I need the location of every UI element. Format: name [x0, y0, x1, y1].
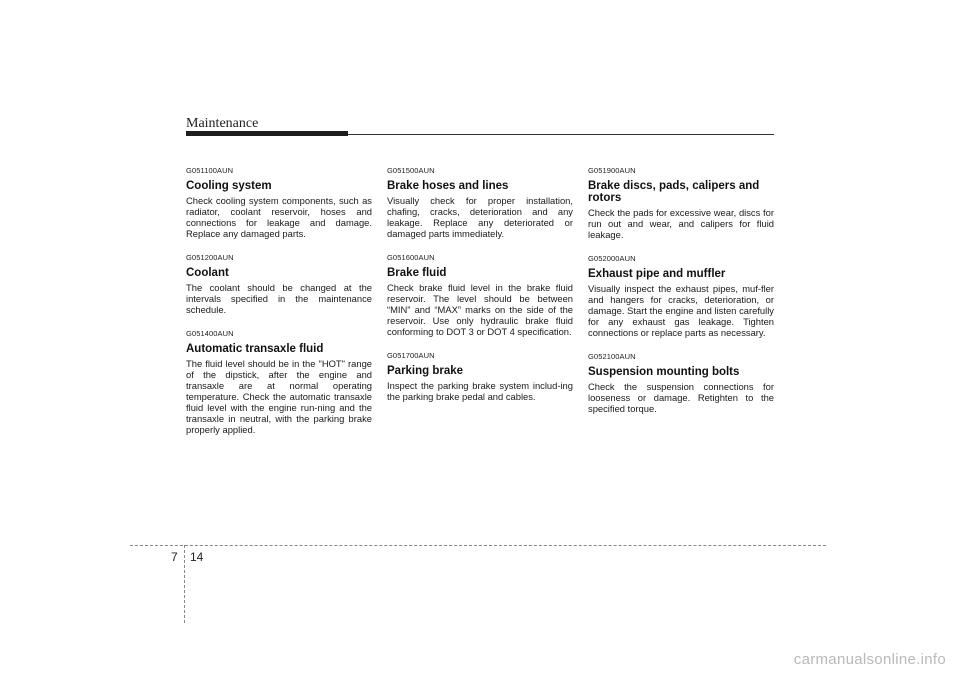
section-body: Visually check for proper installation, chafing, cracks, deterioration and any leakage. Replace any deteriorated or damaged parts immediately.	[387, 195, 573, 239]
section-code: G051600AUN	[387, 253, 435, 262]
text-column-3	[588, 166, 774, 428]
section-parking-brake	[387, 351, 573, 402]
section-code: G051200AUN	[186, 253, 234, 262]
section-automatic-transaxle-fluid	[186, 329, 372, 435]
footer-divider	[130, 545, 826, 546]
section-body: Check the suspension connections for looseness or damage. Retighten to the specified torque.	[588, 381, 774, 414]
section-cooling-system	[186, 166, 372, 239]
header-accent-bar	[186, 131, 348, 136]
section-heading: Cooling system	[186, 180, 272, 192]
section-heading: Brake hoses and lines	[387, 180, 509, 192]
section-heading: Brake fluid	[387, 267, 447, 279]
section-body: Check cooling system components, such as radiator, coolant reservoir, hoses and connections for leakage and damage. Replace any damaged parts.	[186, 195, 372, 239]
page-number: 14	[190, 550, 204, 564]
section-body: Check the pads for excessive wear, discs for run out and wear, and calipers for fluid leakage.	[588, 207, 774, 240]
text-column-2	[387, 166, 573, 416]
section-code: G051900AUN	[588, 166, 636, 175]
section-heading: Coolant	[186, 267, 229, 279]
section-heading: Parking brake	[387, 365, 464, 377]
section-heading: Suspension mounting bolts	[588, 366, 740, 378]
section-body: Check brake fluid level in the brake fluid reservoir. The level should be between “MIN” and “MAX” marks on the side of the reservoir. Use only hydraulic brake fluid conforming to DOT 3 or DOT 4 specification.	[387, 282, 573, 337]
section-heading: Exhaust pipe and muffler	[588, 268, 726, 280]
section-body: The fluid level should be in the "HOT" range of the dipstick, after the engine and transaxle are at normal operating temperature. Check the automatic transaxle fluid level with the engine run-ning and the transaxle in neutral, with the parking brake properly applied.	[186, 358, 372, 435]
chapter-number: 7	[171, 550, 178, 564]
section-exhaust-pipe-and-muffler	[588, 254, 774, 338]
footer-vertical-divider	[184, 545, 185, 623]
watermark-link[interactable]: carmanualsonline.info	[793, 651, 946, 668]
section-body: The coolant should be changed at the intervals specified in the maintenance schedule.	[186, 282, 372, 315]
section-code: G052000AUN	[588, 254, 636, 263]
section-body: Inspect the parking brake system includ-ing the parking brake pedal and cables.	[387, 380, 573, 402]
section-heading: Brake discs, pads, calipers and rotors	[588, 180, 760, 204]
section-brake-fluid	[387, 253, 573, 337]
section-coolant	[186, 253, 372, 315]
section-heading: Automatic transaxle fluid	[186, 343, 324, 355]
section-brake-discs-pads	[588, 166, 774, 240]
section-body: Visually inspect the exhaust pipes, muf-fler and hangers for cracks, deterioration, or damage. Start the engine and listen carefully for any exhaust gas leakage. Tighten connections or replace parts as necessary.	[588, 283, 774, 338]
section-code: G051500AUN	[387, 166, 435, 175]
section-code: G051100AUN	[186, 166, 234, 175]
section-suspension-mounting-bolts	[588, 352, 774, 414]
page-title: Maintenance	[186, 116, 259, 131]
section-brake-hoses-and-lines	[387, 166, 573, 239]
text-column-1	[186, 166, 372, 449]
section-code: G051700AUN	[387, 351, 435, 360]
section-code: G051400AUN	[186, 329, 234, 338]
section-code: G052100AUN	[588, 352, 636, 361]
